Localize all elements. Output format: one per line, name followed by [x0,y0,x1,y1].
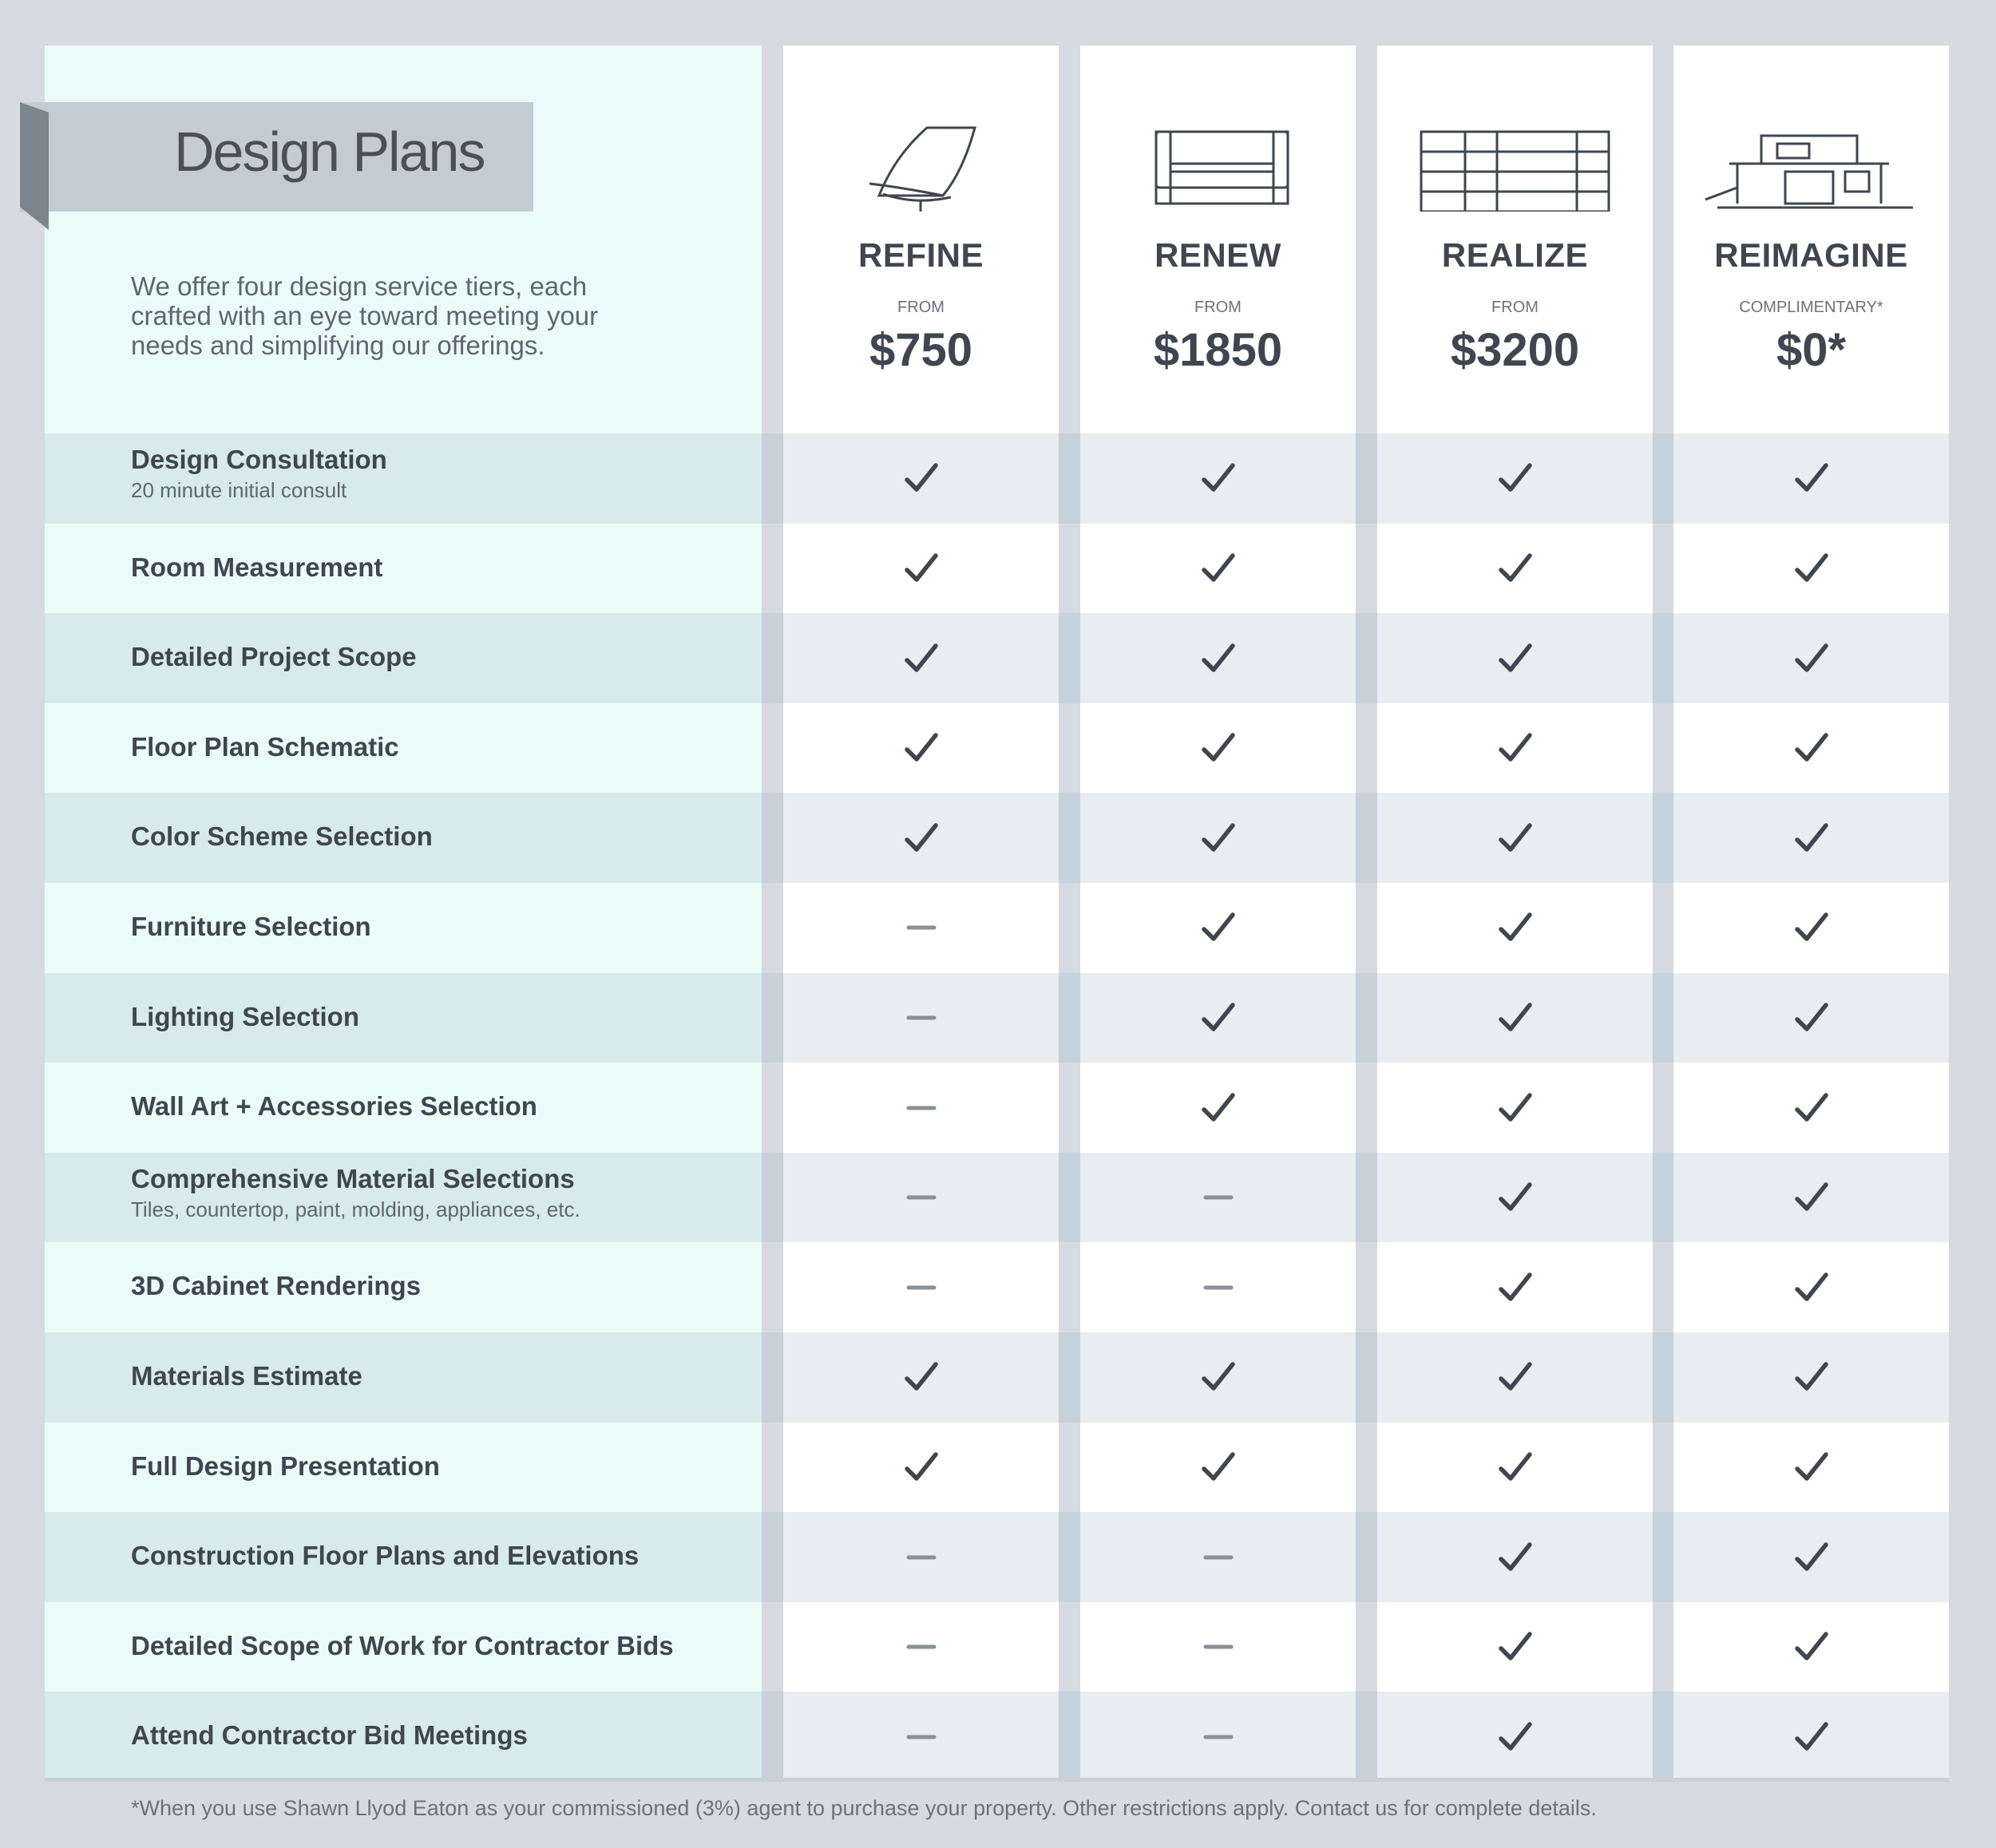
tier-price-prefix: FROM [897,299,945,316]
check-icon [1792,549,1831,588]
check-icon [1792,1358,1831,1396]
check-icon [1496,459,1535,497]
check-icon [1792,1448,1831,1486]
tier-name: REFINE [857,236,984,274]
check-icon [1792,1628,1831,1666]
check-icon [1496,639,1535,678]
tier-price: $750 [869,324,973,376]
feature-label: Full Design Presentation [131,1450,440,1481]
tier-price: $0* [1776,324,1847,376]
feature-label: Construction Floor Plans and Elevations [131,1541,640,1571]
check-icon [902,549,941,588]
check-icon [1496,1538,1535,1577]
sofa-icon [1080,108,1356,212]
dash-icon [902,999,941,1037]
check-icon [1792,639,1831,678]
feature-label: Design Consultation [131,445,387,474]
feature-label: Wall Art + Accessories Selection [131,1091,537,1122]
check-icon [1496,819,1535,857]
check-icon [902,459,941,497]
check-icon [902,639,941,678]
check-icon [1496,999,1535,1037]
dash-icon [902,1178,941,1217]
tier-name: REIMAGINE [1714,236,1908,274]
check-icon [1496,1358,1535,1396]
feature-label: Detailed Scope of Work for Contractor Bids [131,1630,674,1660]
check-icon [1496,549,1535,588]
tier-price-prefix: FROM [1491,299,1539,316]
check-icon [1792,908,1831,947]
check-icon [1496,729,1535,767]
check-icon [1199,549,1238,588]
check-icon [1792,1089,1831,1127]
feature-sublabel: 20 minute initial consult [131,478,347,502]
check-icon [1792,1178,1831,1217]
dash-icon [1199,1178,1238,1217]
check-icon [1199,729,1238,767]
feature-label: Color Scheme Selection [131,821,433,852]
feature-sublabel: Tiles, countertop, paint, molding, appliances, etc. [131,1197,580,1221]
tier-price-prefix: COMPLIMENTARY* [1739,299,1883,316]
check-icon [1496,908,1535,947]
dash-icon [902,1718,941,1756]
check-icon [1199,819,1238,857]
footnote: *When you use Shawn Llyod Eaton as your commissioned (3%) agent to purchase your property. Other restrictions apply. Contact us for complete details. [131,1796,1597,1820]
feature-label: Materials Estimate [131,1361,362,1391]
check-icon [902,729,941,767]
check-icon [1792,459,1831,497]
intro-line-1: We offer four design service tiers, each [131,271,588,301]
check-icon [1199,908,1238,947]
intro-line-2: crafted with an eye toward meeting your [131,301,599,330]
check-icon [1496,1448,1535,1486]
check-icon [1496,1178,1535,1217]
feature-label: 3D Cabinet Renderings [131,1271,422,1301]
check-icon [1496,1268,1535,1307]
check-icon [1199,1358,1238,1396]
page-title: Design Plans [174,121,485,183]
check-icon [1792,1268,1831,1307]
dash-icon [902,1628,941,1666]
dash-icon [1199,1628,1238,1666]
check-icon [902,819,941,857]
feature-label: Detailed Project Scope [131,642,417,672]
tier-name: REALIZE [1441,236,1589,274]
check-icon [1199,459,1238,497]
check-icon [902,1358,941,1396]
check-icon [1496,1628,1535,1666]
dash-icon [902,1268,941,1307]
lounge-chair-icon [783,108,1059,212]
intro-text [131,271,690,360]
check-icon [1792,729,1831,767]
feature-label: Room Measurement [131,552,383,582]
check-icon [1199,999,1238,1037]
feature-label: Lighting Selection [131,1001,359,1031]
house-icon [1673,108,1949,212]
tier-name: RENEW [1154,236,1281,274]
feature-label: Attend Contractor Bid Meetings [131,1720,528,1751]
check-icon [1792,1538,1831,1577]
dash-icon [1199,1268,1238,1307]
tier-price-prefix: FROM [1194,299,1242,316]
dash-icon [902,1538,941,1577]
check-icon [1199,639,1238,678]
tier-price: $1850 [1153,324,1283,376]
dash-icon [902,1089,941,1127]
check-icon [1792,819,1831,857]
check-icon [1199,1089,1238,1127]
check-icon [1496,1089,1535,1127]
dash-icon [1199,1538,1238,1577]
feature-label: Comprehensive Material Selections [131,1163,575,1193]
check-icon [1496,1718,1535,1756]
feature-label: Furniture Selection [131,912,371,941]
check-icon [1792,1718,1831,1756]
intro-line-3: needs and simplifying our offerings. [131,330,545,360]
check-icon [902,1448,941,1486]
dash-icon [902,908,941,947]
cabinets-icon [1377,108,1653,212]
tier-price: $3200 [1450,324,1580,376]
check-icon [1199,1448,1238,1486]
check-icon [1792,999,1831,1037]
dash-icon [1199,1718,1238,1756]
feature-label: Floor Plan Schematic [131,731,399,762]
